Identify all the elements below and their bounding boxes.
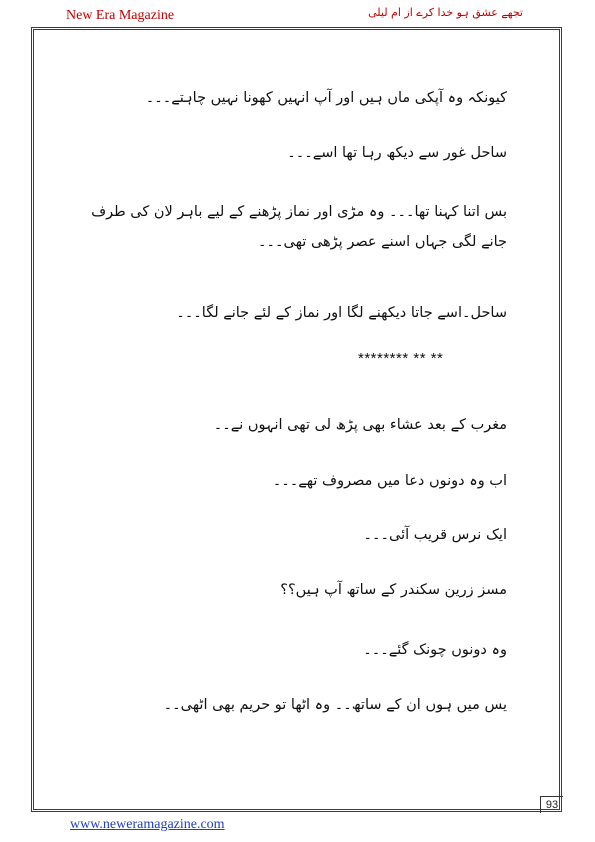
paragraph-line-6: اب وہ دونوں دعا میں مصروف تھے۔۔۔ — [272, 473, 507, 489]
novel-title: تجھے عشق ہو خدا کرے از ام لیلی — [368, 6, 523, 19]
paragraph-line-8: مسز زرین سکندر کے ساتھ آپ ہیں؟؟ — [280, 582, 507, 598]
paragraph-line-5: مغرب کے بعد عشاء بھی پڑھ لی تھی انہوں نے۔۔ — [213, 417, 507, 433]
paragraph-line-4: ساحل۔اسے جاتا دیکھنے لگا اور نماز کے لئے جانے لگا۔۔۔ — [176, 305, 507, 321]
website-link[interactable]: www.neweramagazine.com — [70, 817, 225, 832]
paragraph-line-9: وہ دونوں چونک گئے۔۔۔ — [363, 642, 507, 658]
magazine-name: New Era Magazine — [66, 8, 175, 23]
paragraph-line-1: کیونکہ وہ آپکی ماں ہیں اور آپ انہیں کھونا نہیں چاہتے۔۔۔ — [145, 90, 507, 106]
paragraph-line-3: بس اتنا کہنا تھا۔۔۔ وہ مڑی اور نماز پڑھنے کے لیے باہر لان کی طرف جانے لگی جہاں اسنے عصر پڑھی تھی۔۔۔ — [91, 204, 507, 250]
paragraph-line-10: یس میں ہوں ان کے ساتھ۔۔ وہ اٹھا تو حریم بھی اٹھی۔۔ — [163, 697, 507, 713]
paragraph-line-7: ایک نرس قریب آئی۔۔۔ — [363, 527, 507, 543]
paragraph-line-2: ساحل غور سے دیکھ رہا تھا اسے۔۔۔ — [287, 145, 507, 161]
section-separator: ******** ** ** — [358, 350, 444, 367]
page-number: 93 — [540, 796, 563, 813]
